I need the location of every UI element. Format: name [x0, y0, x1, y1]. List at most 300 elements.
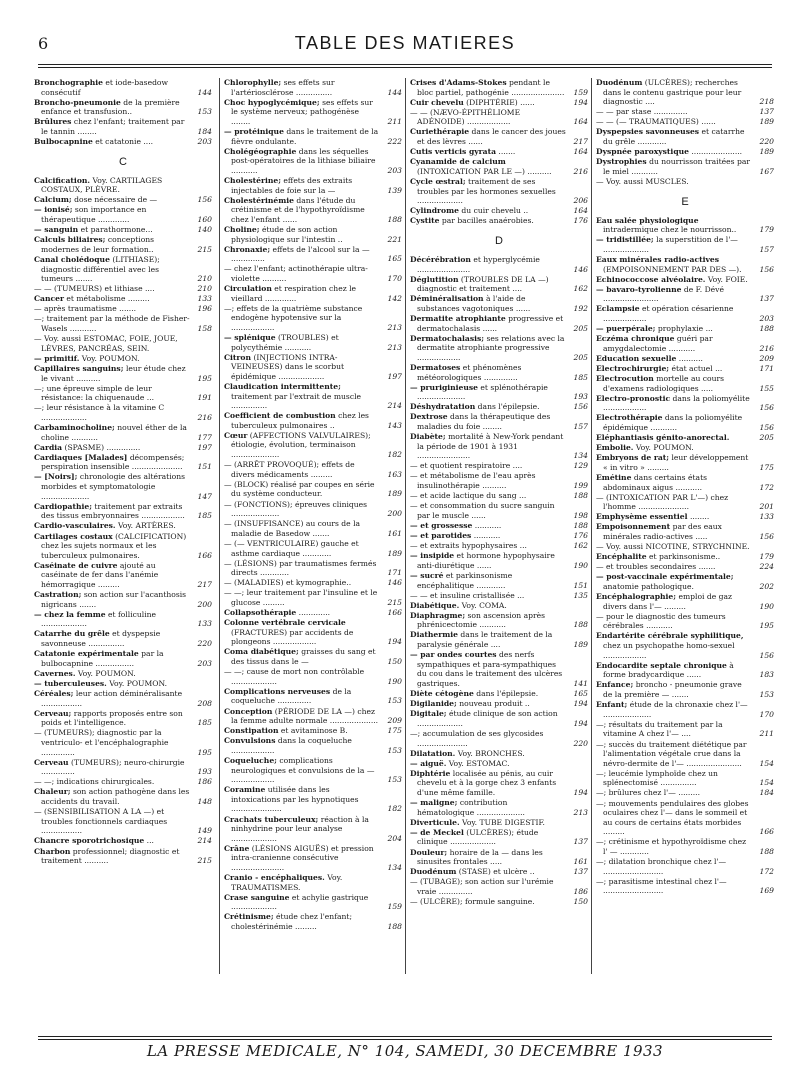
entry-page-ref: 200 — [387, 509, 402, 519]
entry-page-ref: 166 — [387, 608, 402, 618]
entry-description: rapports proposés entre son poids et l'intelligence. — [41, 708, 183, 728]
entry-term: Cartilages costaux — [34, 531, 113, 541]
entry-page-ref: 151 — [197, 462, 212, 472]
entry-description: Voy. COMA. — [459, 600, 507, 610]
entry-page-ref: 150 — [387, 657, 402, 667]
index-entry — [34, 176, 212, 195]
entry-page-ref: 194 — [573, 97, 588, 107]
entry-term: — primitif. — [34, 353, 80, 363]
index-entry — [410, 818, 588, 828]
entry-term: Cardia — [34, 442, 63, 452]
entry-page-ref: 213 — [573, 807, 588, 817]
index-entry — [224, 382, 402, 411]
footer-rule-double — [38, 1039, 772, 1040]
entry-description: ses effets sur le système nerveux; pathogénèse ........ — [231, 97, 373, 126]
index-entry — [34, 561, 212, 590]
entry-term: Electrocution — [596, 374, 654, 384]
entry-page-ref: 199 — [573, 481, 588, 491]
entry-term: Coqueluche; — [224, 755, 277, 765]
entry-description: réaction à la ninhydrine pour leur analyse ................... — [231, 814, 369, 843]
entry-page-ref: 162 — [573, 541, 588, 551]
index-entry — [34, 836, 212, 846]
entry-description: dans l'épilepsie. — [475, 402, 540, 412]
index-entry — [224, 264, 402, 283]
entry-description: anatomie pathologique. — [603, 582, 694, 591]
entry-page-ref: 141 — [573, 678, 588, 688]
entry-term: Citron — [224, 352, 252, 362]
index-entry — [224, 304, 402, 333]
entry-term: Diabétique. — [410, 600, 460, 610]
index-entry — [224, 578, 402, 588]
index-entry — [34, 709, 212, 728]
entry-description: des nerfs sympathiques et para-sympathiques du cou dans le traitement des ulcères gastriques. — [417, 650, 563, 688]
entry-page-ref: 164 — [573, 117, 588, 127]
header-rule — [38, 64, 772, 65]
entry-page-ref: 169 — [759, 886, 774, 896]
index-entry — [410, 383, 588, 402]
entry-term: Embryons de rat; — [596, 453, 670, 463]
index-entry — [410, 216, 588, 226]
entry-page-ref: 156 — [759, 423, 774, 432]
entry-description: utilisée dans les intoxications par les hypnotiques ..................... — [231, 785, 359, 814]
index-entry — [410, 541, 588, 551]
index-entry — [410, 127, 588, 146]
entry-page-ref: 195 — [759, 621, 774, 631]
entry-term: — et grossesse — [410, 520, 473, 530]
entry-description: Voy. POUMON. — [75, 668, 136, 678]
entry-term: — chez la femme — [34, 609, 106, 619]
index-entry — [410, 877, 588, 896]
entry-page-ref: 148 — [197, 797, 212, 807]
entry-page-ref: 188 — [573, 520, 588, 530]
entry-description: à forme bradycardique ...... — [603, 660, 734, 680]
entry-description: Voy. POUMON. — [106, 678, 168, 688]
entry-term: Cuir chevelu — [410, 97, 464, 107]
entry-description: ........ — [687, 512, 710, 522]
entry-term: Digilanide; — [410, 699, 457, 709]
entry-description: (INJECTIONS INTRA-VEINEUSES) dans le scorbut épidémique ................... — [231, 352, 345, 381]
index-entry — [410, 867, 588, 877]
entry-term: — maligne; — [410, 798, 458, 808]
index-entry — [34, 629, 212, 648]
index-entry — [596, 769, 774, 788]
index-entry — [596, 740, 774, 769]
index-entry — [34, 423, 212, 442]
index-entry — [34, 304, 212, 314]
entry-term: Colonne vertébrale cervicale — [224, 618, 346, 628]
entry-term: Dystrophies — [596, 157, 647, 167]
entry-term: — ionisé; — [34, 205, 73, 215]
entry-description: prophylaxie ... — [655, 324, 713, 334]
index-entry — [224, 726, 402, 736]
index-entry — [596, 612, 774, 631]
entry-page-ref: 165 — [387, 254, 402, 264]
entry-page-ref: 189 — [573, 640, 588, 650]
entry-description: — Voy. aussi MUSCLES. — [596, 176, 689, 186]
entry-description: — (BLOCK) réalisé par coupes en série du système conducteur. — [224, 479, 375, 499]
entry-term: — sucré — [410, 570, 444, 580]
entry-page-ref: 203 — [197, 658, 212, 668]
entry-description: ses relations avec la dermatite atrophiante progressive .................. — [417, 333, 565, 362]
entry-term: Eclampsie — [596, 304, 640, 314]
entry-page-ref: 194 — [573, 699, 588, 709]
entry-page-ref: 209 — [759, 353, 774, 363]
index-entry — [224, 353, 402, 382]
entry-term: — tridistillée; — [596, 235, 654, 245]
entry-page-ref: 188 — [759, 324, 774, 334]
entry-page-ref: 188 — [387, 922, 402, 932]
index-entry — [410, 432, 588, 461]
entry-term: — insipide — [410, 551, 455, 561]
entry-description: ajouté au caséinate de fer dans l'anémie hémorragique ......... — [41, 560, 159, 589]
entry-description: ....... — [496, 147, 516, 157]
entry-description: —; mouvements pendulaires des globes oculaires chez l'— dans le sommeil et au cours de certains états morbides ......... — [596, 798, 749, 837]
index-entry — [34, 472, 212, 501]
entry-description: — et consommation du sucre sanguin par le muscle ...... — [410, 501, 555, 520]
entry-term: Cystite — [410, 216, 440, 226]
entry-description: ............. — [296, 608, 331, 618]
index-entry — [34, 679, 212, 689]
entry-term: Crase sanguine — [224, 892, 290, 902]
section-letter: E — [681, 195, 689, 208]
entry-page-ref: 149 — [197, 826, 212, 836]
entry-term: Education sexuelle — [596, 353, 677, 363]
entry-term: Chancre sporotrichosique — [34, 836, 145, 846]
index-entry — [596, 354, 774, 364]
index-column-2 — [224, 78, 402, 974]
index-entry — [596, 799, 774, 837]
index-entry — [410, 729, 588, 748]
entry-description: horaire de la — dans les sinusites frontales ..... — [417, 847, 543, 867]
entry-description: leur étude chez le vivant .......... — [41, 363, 186, 383]
entry-term: Cardio-vasculaires. — [34, 521, 116, 531]
index-entry — [410, 255, 588, 274]
entry-term: Circulation — [224, 283, 272, 293]
index-entry — [596, 700, 774, 719]
entry-description: chez un psychopathe homo-sexuel .................. — [603, 641, 735, 660]
entry-term: Dermatochalasis; — [410, 333, 485, 343]
index-entry — [224, 539, 402, 558]
entry-page-ref: 220 — [573, 738, 588, 748]
entry-description: — et métabolisme de l'eau après insulinothérapie .......... — [410, 471, 536, 491]
index-entry — [34, 403, 212, 422]
index-entry — [34, 521, 212, 531]
entry-description: Voy. ARTÈRES. — [115, 521, 176, 531]
entry-page-ref: 144 — [197, 87, 212, 97]
entry-page-ref: 143 — [387, 420, 402, 430]
entry-description: chez l'enfant; traitement par le tannin ........ — [41, 117, 185, 136]
entry-description: leur action déminéralisante ................. — [41, 689, 183, 708]
entry-description: contribution hématologique .................... — [417, 798, 525, 817]
entry-term: Choc hypoglycémique; — [224, 97, 320, 107]
entry-term: Calcium; — [34, 195, 72, 205]
entry-term: Cavernes. — [34, 668, 76, 678]
entry-page-ref: 137 — [759, 294, 774, 304]
entry-description: (INTOXICATION PAR LE —) .......... — [417, 166, 552, 176]
entry-description: et splénothérapie .................... — [417, 382, 548, 402]
entry-term: Capillaires sanguins; — [34, 363, 124, 373]
entry-description: de la coqueluche .............. — [231, 686, 352, 706]
entry-description: nouvel éther de la choline ........... — [41, 423, 187, 442]
index-entry — [410, 897, 588, 907]
entry-term: Cyanamide de calcium — [410, 157, 506, 167]
index-entry — [410, 699, 588, 709]
entry-page-ref: 189 — [387, 489, 402, 499]
index-entry — [596, 413, 774, 432]
entry-term: Charbon — [34, 846, 71, 856]
entry-page-ref: 166 — [197, 550, 212, 560]
entry-term: — post-vaccinale expérimentale; — [596, 572, 734, 582]
entry-page-ref: 210 — [197, 284, 212, 294]
entry-description: ........... — [472, 520, 502, 530]
index-entry — [34, 847, 212, 866]
index-entry — [224, 608, 402, 618]
entry-term: — pruriginieuse — [410, 382, 479, 392]
index-entry — [410, 630, 588, 649]
entry-description: emploi de gaz divers dans l'— ......... — [603, 592, 733, 611]
entry-description: à l'aide de substances vagotoniques ...... — [417, 294, 531, 313]
entry-term: Endartérite cérébrale syphilitique, — [596, 631, 744, 641]
page-number: 6 — [38, 34, 49, 53]
entry-description: (FRACTURES) par accidents de plongeons .................. — [231, 627, 354, 647]
entry-page-ref: 216 — [759, 343, 774, 353]
index-entry — [224, 245, 402, 264]
entry-description: — et troubles secondaires ....... — [596, 562, 716, 572]
entry-term: Dextrose — [410, 412, 448, 422]
entry-term: Constipation — [224, 726, 279, 736]
entry-page-ref: 190 — [387, 676, 402, 686]
index-entry — [410, 601, 588, 611]
entry-description: — —; cause de mort non contrôlable ................... — [224, 667, 365, 686]
entry-description: dans le traitement de la paralysie générale .... — [417, 630, 553, 650]
entry-description: — chez l'enfant; actinothérapie ultra-violette .......... — [224, 264, 368, 283]
entry-description: dans le cancer des joues et des lèvres ...... — [417, 127, 566, 147]
entry-description: ........... — [471, 531, 501, 541]
entry-term: Diathermie — [410, 630, 459, 640]
index-entry — [596, 837, 774, 856]
entry-term: Diverticule. — [410, 817, 460, 827]
entry-term: Eczéma chronique — [596, 334, 675, 344]
index-entry — [410, 798, 588, 817]
index-entry — [596, 661, 774, 680]
index-entry — [596, 235, 774, 254]
entry-page-ref: 188 — [573, 491, 588, 501]
entry-term: Diète cétogène — [410, 689, 474, 699]
index-entry — [224, 844, 402, 873]
index-entry — [224, 912, 402, 931]
entry-description: du cuir chevelu .. — [459, 206, 529, 216]
entry-term: Choline; — [224, 224, 260, 234]
entry-page-ref: 218 — [759, 97, 774, 107]
entry-description: —; succès du traitement diététique par l'alimentation végétale crue dans la névro-dermite de l'— ....................... — [596, 739, 747, 768]
entry-description: (CALCIFICATION) chez les sujets normaux et les tuberculeux pulmonaires. — [41, 531, 187, 560]
entry-term: Encéphalite — [596, 552, 647, 562]
entry-description: dans la coqueluche .................. — [231, 736, 352, 755]
entry-page-ref: 157 — [573, 422, 588, 431]
entry-page-ref: 133 — [197, 294, 212, 304]
entry-page-ref: 213 — [387, 342, 402, 352]
entry-term: Diaphragme; — [410, 610, 466, 620]
index-entry — [34, 78, 212, 97]
entry-page-ref: 158 — [197, 324, 212, 334]
entry-page-ref: 216 — [573, 166, 588, 176]
index-entry — [596, 334, 774, 353]
entry-description: par bacilles anaérobies. — [439, 216, 534, 226]
entry-description: et avitaminose B. — [278, 726, 348, 736]
entry-description: — — et insuline cristallisée ... — [410, 590, 525, 600]
entry-term: Electrothérapie — [596, 413, 663, 423]
entry-page-ref: 137 — [573, 867, 588, 877]
index-entry — [224, 815, 402, 844]
entry-description: — et quotient respiratoire .... — [410, 461, 523, 471]
entry-description: dans la poliomyélite épidémique ........... — [603, 413, 743, 432]
index-entry — [224, 687, 402, 706]
entry-description: et hyperglycémie ...................... — [417, 254, 540, 274]
index-entry — [224, 588, 402, 607]
index-entry — [410, 501, 588, 520]
index-entry — [596, 443, 774, 453]
entry-page-ref: 198 — [573, 510, 588, 520]
entry-page-ref: 209 — [387, 716, 402, 726]
entry-term: Chlorophylle; — [224, 78, 282, 87]
index-entry — [596, 512, 774, 522]
entry-term: Déglutition — [410, 274, 459, 284]
entry-page-ref: 134 — [573, 451, 588, 461]
index-entry — [410, 650, 588, 688]
index-entry — [596, 255, 774, 274]
index-entry — [596, 394, 774, 413]
entry-page-ref: 217 — [197, 580, 212, 589]
entry-description: son action sur l'acanthosis nigricans ....... — [41, 590, 187, 609]
entry-term: Dyspepsies savonneuses — [596, 127, 700, 137]
entry-term: Cancer — [34, 294, 64, 304]
entry-description: — (FONCTIONS); épreuves cliniques .................... — [224, 499, 368, 519]
entry-term: Empoisonnement — [596, 522, 671, 532]
entry-page-ref: 215 — [197, 856, 212, 866]
entry-term: Complications nerveuses — [224, 686, 331, 696]
entry-term: Catarrhe du grêle — [34, 629, 110, 639]
entry-page-ref: 189 — [759, 147, 774, 157]
entry-term: — splénique — [224, 332, 276, 342]
index-entry — [410, 108, 588, 127]
entry-page-ref: 172 — [759, 482, 774, 492]
index-entry — [596, 285, 774, 304]
entry-page-ref: 146 — [387, 578, 402, 588]
entry-page-ref: 150 — [573, 897, 588, 906]
index-entry — [596, 374, 774, 393]
index-entry — [34, 443, 212, 453]
entry-description: Voy. CARTILAGES COSTAUX, PLÈVRE. — [41, 175, 163, 195]
entry-description: — pour le diagnostic des tumeurs cérébrales ........... — [596, 611, 726, 631]
entry-page-ref: 202 — [759, 582, 774, 591]
index-entry — [34, 384, 212, 403]
entry-term: Catatonie expérimentale — [34, 649, 139, 659]
entry-description: — (— VENTRICULAIRE) gauche et asthme cardiaque ............ — [224, 538, 359, 558]
entry-page-ref: 200 — [197, 599, 212, 609]
entry-description: Voy. TRAUMATISMES. — [231, 873, 343, 892]
entry-description: — (INSUFFISANCE) au cours de la maladie de Basedow ....... — [224, 519, 361, 538]
entry-page-ref: 222 — [387, 136, 402, 146]
entry-page-ref: 184 — [759, 788, 774, 798]
entry-term: Cardiopathie; — [34, 501, 93, 511]
entry-page-ref: 204 — [387, 833, 402, 843]
entry-description: — — par stase .............. — [596, 107, 688, 117]
entry-description: — et extraits hypophysaires ... — [410, 541, 527, 551]
entry-description: de F. Dévé ....................... — [603, 284, 724, 304]
entry-description: et dyspepsie savonneuse ............... — [41, 629, 161, 649]
index-entry — [224, 785, 402, 814]
index-entry — [34, 117, 212, 136]
entry-page-ref: 170 — [387, 273, 402, 283]
entry-page-ref: 184 — [197, 126, 212, 136]
entry-page-ref: 205 — [759, 433, 774, 443]
entry-description: et achylie gastrique ................... — [231, 892, 369, 912]
entry-page-ref: 165 — [573, 689, 588, 699]
index-entry — [410, 177, 588, 206]
entry-description: progressive et dermatochalasis ...... — [417, 313, 564, 333]
entry-term: Coma diabétique; — [224, 647, 299, 657]
entry-page-ref: 193 — [197, 767, 212, 777]
entry-description: — (TUMEURS); diagnostic par la ventriculo- et l'encéphalographie .............. — [34, 728, 169, 757]
index-entry — [410, 314, 588, 333]
entry-description: conceptions modernes de leur formation.. — [41, 235, 155, 254]
entry-term: Crâne — [224, 843, 250, 853]
entry-page-ref: 206 — [573, 196, 588, 206]
index-entry — [34, 787, 212, 806]
index-entry — [410, 551, 588, 570]
entry-page-ref: 176 — [573, 531, 588, 541]
entry-term: Claudication intermittente; — [224, 381, 341, 391]
entry-page-ref: 213 — [387, 322, 402, 332]
entry-description: leur développement « in vitro » ......... — [603, 453, 749, 472]
index-entry — [410, 848, 588, 867]
entry-page-ref: 201 — [759, 502, 774, 512]
index-entry — [410, 334, 588, 363]
entry-page-ref: 191 — [197, 393, 212, 403]
entry-page-ref: 171 — [759, 363, 774, 373]
entry-description: nouveau produit .. — [456, 699, 530, 709]
entry-description: —; dilatation bronchique chez l'— ......................... — [596, 857, 727, 876]
index-entry — [410, 78, 588, 97]
entry-term: — tuberculeuses. — [34, 678, 107, 688]
entry-term: Eau salée physiologique — [596, 215, 699, 225]
entry-description: et opération césarienne .................. — [603, 304, 734, 323]
entry-term: Céréales; — [34, 689, 74, 699]
entry-term: Diabète; — [410, 432, 446, 442]
entry-description: intradermique chez le nourrisson.. — [603, 225, 737, 235]
entry-term: Curiethérapie — [410, 127, 470, 137]
entry-description: dans l'épilepsie. — [473, 689, 539, 699]
entry-description: — — (— TRAUMATIQUES) ...... — [596, 117, 716, 127]
index-entry — [596, 78, 774, 107]
entry-description: et phénomènes météorologiques .............. — [417, 362, 522, 382]
entry-page-ref: 186 — [573, 886, 588, 896]
index-entry — [596, 680, 774, 699]
entry-term: Broncho-pneumonie — [34, 97, 121, 107]
entry-page-ref: 156 — [573, 402, 588, 412]
entry-description: — (LÉSIONS) par traumatismes fermés directs ............ — [224, 558, 377, 578]
entry-term: Collapsothérapie — [224, 608, 297, 618]
entry-term: Cranio - encéphaliques. — [224, 873, 325, 883]
index-entry — [224, 460, 402, 479]
entry-term: Dilatation. — [410, 748, 456, 758]
entry-page-ref: 153 — [759, 690, 774, 700]
entry-page-ref: 195 — [197, 747, 212, 757]
index-entry — [34, 502, 212, 521]
entry-description: effets des extraits injectables de foie sur la — — [231, 175, 353, 195]
entry-term: Eléphantiasis génito-anorectal. — [596, 433, 730, 443]
entry-description: —; une épreuve simple de leur résistance: la chiquenaude ... — [34, 383, 155, 403]
